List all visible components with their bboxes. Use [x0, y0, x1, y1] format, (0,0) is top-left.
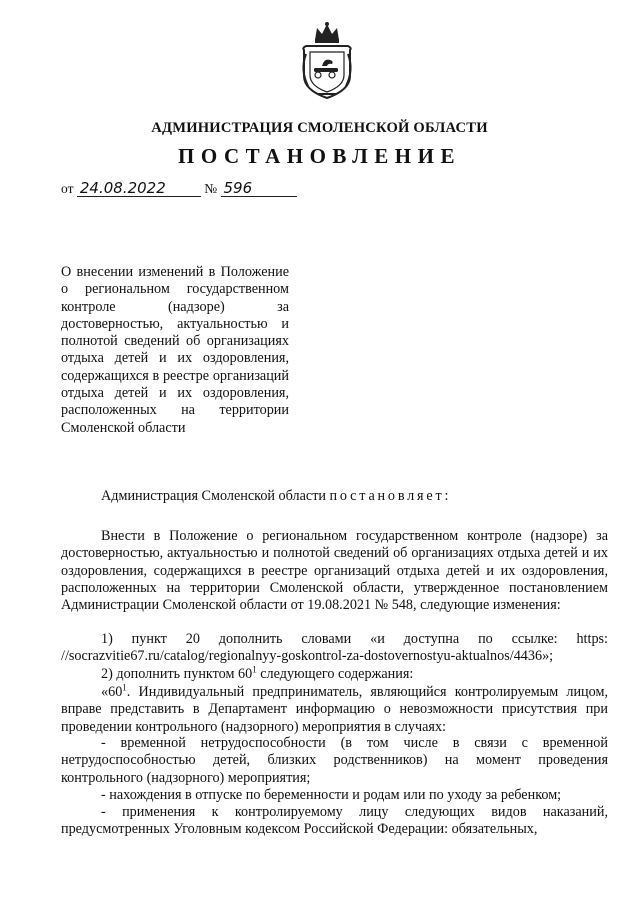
issuing-authority: АДМИНИСТРАЦИЯ СМОЛЕНСКОЙ ОБЛАСТИ: [151, 120, 488, 136]
date-number-line: [61, 180, 297, 197]
paragraph-main: Внести в Положение о региональном государственном контроле (надзоре) за достоверностью, актуальностью и полнотой сведений об организациях отдыха детей и их оздоровления, содержащихся в реестре организаций отдыха детей и их оздоровления, расположенных на территории Смоленской области, утвержденное постановлением Администрации Смоленской области от 19.08.2021 № 548, следующие изменения:: [61, 528, 608, 614]
list-item-1: 1) пункт 20 дополнить словами «и доступна по ссылке: https: //socrazvitie67.ru/catalog/regionalnyy-goskontrol-za-dostovernostyu-aktualnos/4436»;: [61, 631, 608, 665]
preamble-text: Администрация Смоленской области: [101, 488, 330, 504]
document-subject: О внесении изменений в Положение о региональном государственном контроле (надзоре) за достоверностью, актуальностью и полнотой сведений об организациях отдыха детей и их оздоровления, содержащихся в реестре организаций отдыха детей и их оздоровления, расположенных на территории Смоленской области: [61, 264, 289, 436]
quoted-text-b: . Индивидуальный предприниматель, являющийся контролируемым лицом, вправе представить в Департамент информацию о невозможности присутствия при проведении контрольного (надзорного) мероприятия в случаях:: [61, 684, 608, 735]
quoted-sup: 1: [122, 682, 127, 693]
preamble-keyword: постановляет:: [329, 488, 452, 504]
document-type-title: ПОСТАНОВЛЕНИЕ: [178, 144, 461, 168]
preamble: [101, 488, 608, 505]
list-item-2-text-b: следующего содержания:: [256, 666, 414, 682]
document-date: 24.08.2022: [77, 180, 201, 197]
dash-item-1: - временной нетрудоспособности (в том числе в связи с временной нетрудоспособностью детей, близких родственников) на момент проведения контрольного (надзорного) мероприятия;: [61, 735, 608, 786]
date-prefix: от: [61, 181, 74, 196]
dash-item-2: - нахождения в отпуске по беременности и родам или по уходу за ребенком;: [101, 787, 562, 803]
list-item-2-text-a: 2) дополнить пунктом 60: [101, 666, 253, 682]
list-item-2-sup: 1: [252, 664, 257, 675]
list-item-2: [61, 666, 608, 683]
quoted-paragraph: [61, 684, 608, 736]
coat-of-arms-icon: [298, 20, 356, 100]
quoted-text-a: «60: [101, 684, 123, 700]
dash-item-3: - применения к контролируемому лицу следующих видов наказаний, предусмотренных Уголовным кодексом Российской Федерации: обязательных,: [61, 804, 608, 838]
number-prefix: №: [204, 181, 218, 196]
document-number: 596: [221, 180, 297, 197]
